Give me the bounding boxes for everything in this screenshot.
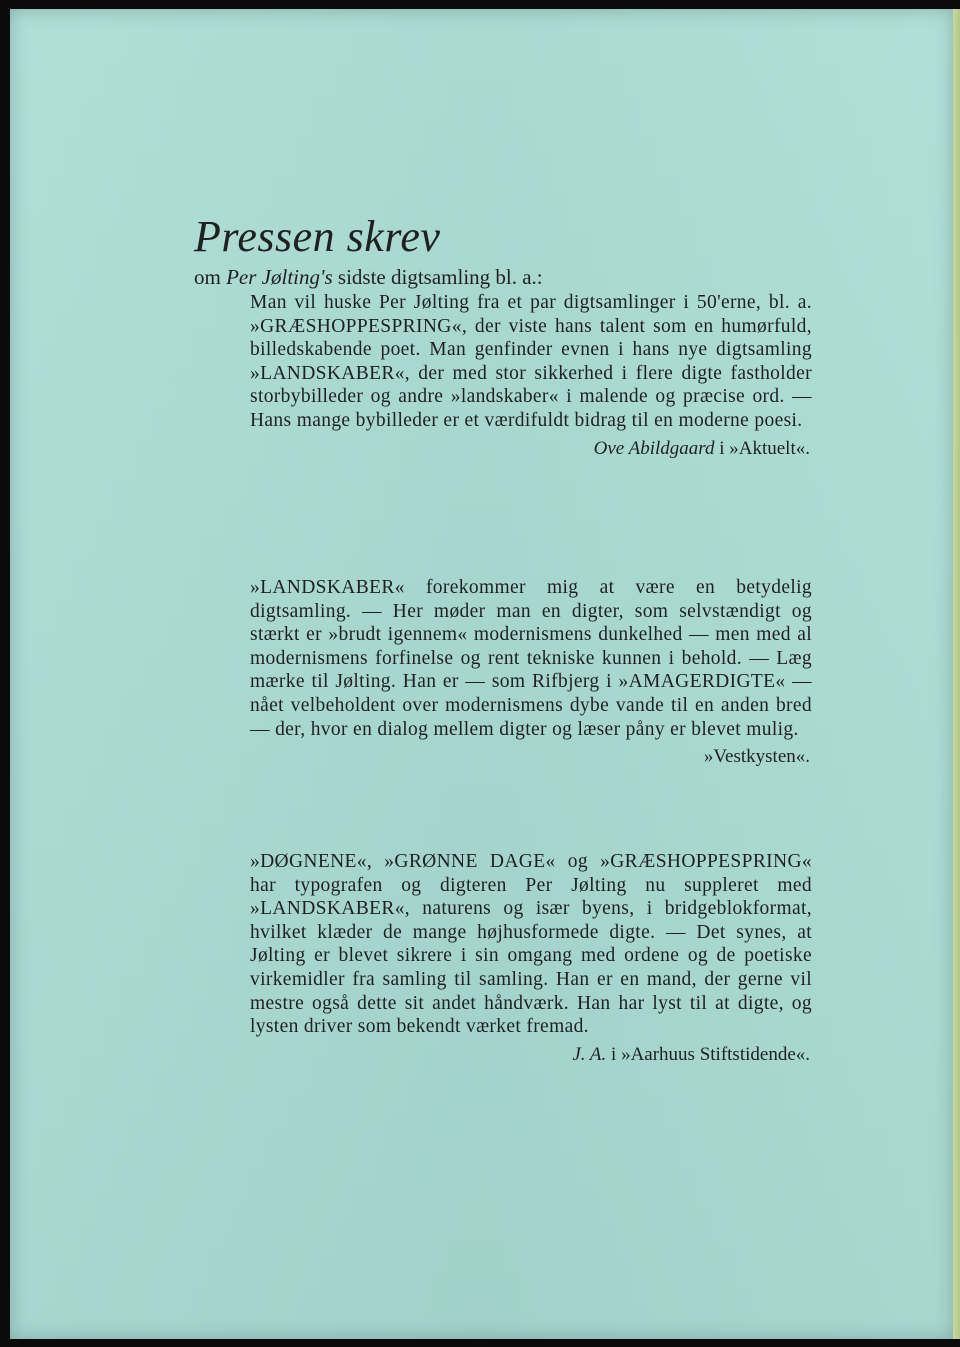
source-author: Ove Abildgaard [593, 437, 715, 459]
review-text: »DØGNENE«, »GRØNNE DAGE« og »GRÆSHOPPESPRING« har typografen og digteren Per Jølting nu suppleret med »LANDSKABER«, naturens og især byens, i bridgeblokformat, hvilket klæder de mange højhusformede digte. — Det synes, at Jølting er blevet sikrere i sin omgang med ordene og de poetiske virkemidler fra samling til samling. Han er en mand, der gerne vil mestre også dette sit andet håndværk. Han har lyst til at digte, og lysten driver som bekendt værket fremad. [250, 851, 812, 1038]
page-title: Pressen skrev [194, 212, 441, 261]
subtitle-prefix: om [194, 265, 227, 289]
subtitle-suffix: sidste digtsamling bl. a.: [332, 265, 543, 289]
page-subtitle [194, 265, 543, 290]
page [10, 9, 953, 1339]
review-aktuelt [250, 291, 812, 461]
review-source [250, 745, 812, 769]
review-vestkysten [250, 576, 812, 769]
review-text: »LANDSKABER« forekommer mig at være en betydelig digtsamling. — Her møder man en digter, som selvstændigt og stærkt er »brudt igennem« modernismens dunkelhed — men med al modernismens forfinelse og rent tekniske kunnen i behold. — Læg mærke til Jølting. Han er — som Rifbjerg i »AMAGERDIGTE« — nået velbeholdent over modernismens dybe vande til en anden bred — der, hvor en dialog mellem digter og læser påny er blevet mulig. [250, 577, 812, 740]
source-publication: »Vestkysten«. [703, 746, 810, 768]
review-stiftstidende [250, 850, 812, 1067]
source-publication: i »Aarhuus Stiftstidende«. [606, 1043, 810, 1065]
source-author: J. A. [572, 1043, 607, 1065]
subtitle-author: Per Jølting's [226, 265, 333, 289]
source-publication: i »Aktuelt«. [714, 437, 810, 459]
page-edge [953, 9, 960, 1339]
review-source [250, 437, 812, 461]
review-text: Man vil huske Per Jølting fra et par digtsamlinger i 50'erne, bl. a. »GRÆSHOPPESPRING«, der viste hans talent som en humørfuld, billedskabende poet. Man genfinder evnen i hans nye digtsamling »LANDSKABER«, der med stor sikkerhed i flere digte fastholder storbybilleder og andre »landskaber« i malende og præcise ord. — Hans mange bybilleder er et værdifuldt bidrag til en moderne poesi. [250, 292, 812, 431]
review-source [250, 1043, 812, 1067]
